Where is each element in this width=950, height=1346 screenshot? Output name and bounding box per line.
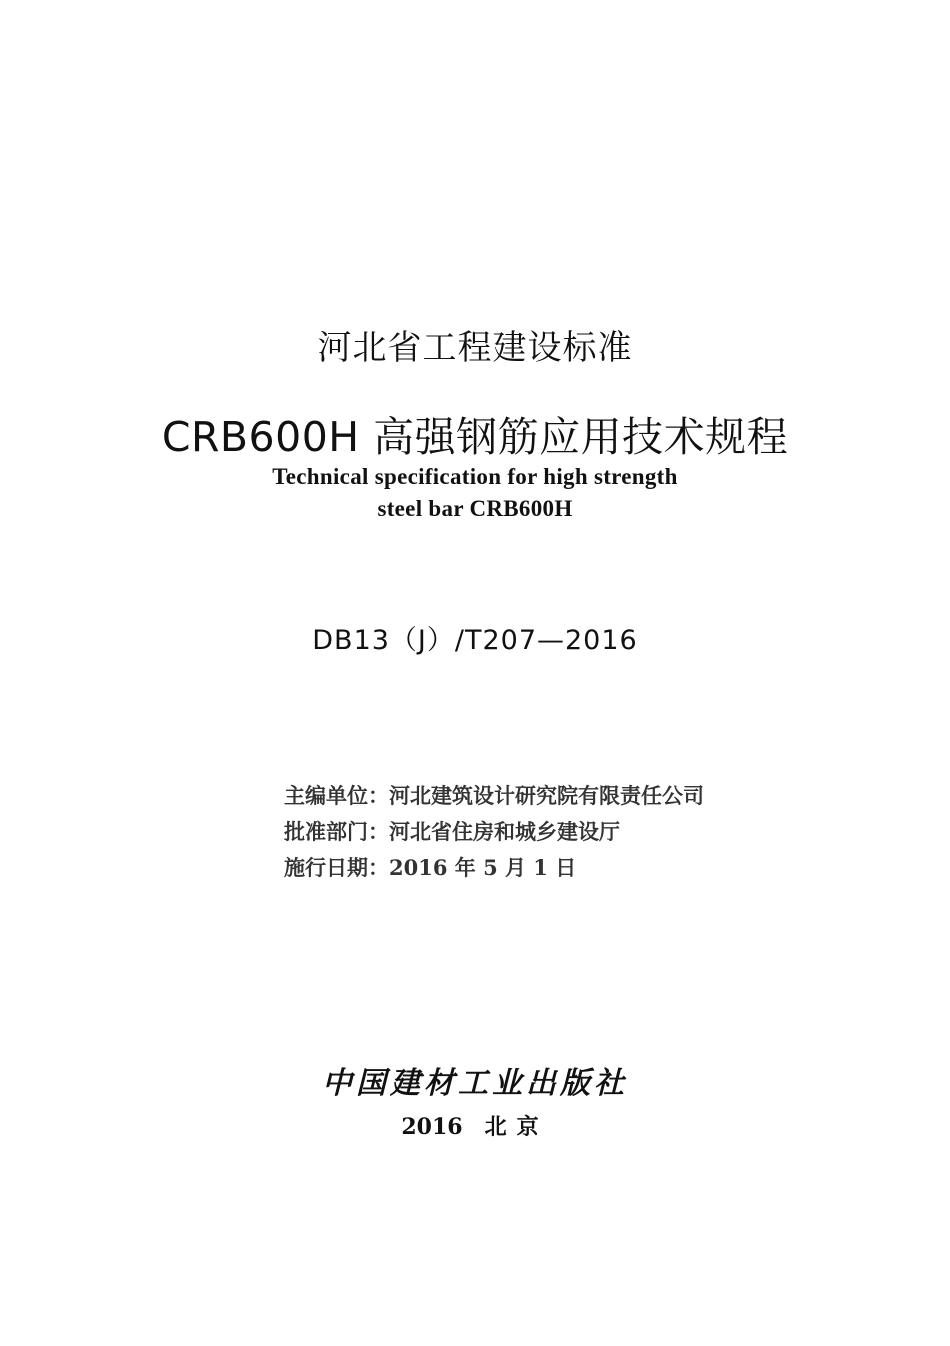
publication-line [0, 1110, 950, 1141]
approving-department: 批准部门：河北省住房和城乡建设厅 [284, 819, 620, 844]
publication-place: 北京 [484, 1114, 549, 1140]
publication-year: 2016 [401, 1114, 463, 1140]
standard-series-heading: 河北省工程建设标准 [317, 328, 633, 368]
publisher-name: 中国建材工业出版社 [322, 1066, 628, 1101]
standard-number: DB13（J）/T207—2016 [312, 625, 638, 656]
document-title-english-line-2: steel bar CRB600H [377, 496, 573, 521]
document-title-chinese: CRB600H 高强钢筋应用技术规程 [161, 413, 789, 461]
document-title-english-line-1: Technical specification for high strength [272, 464, 678, 489]
chief-editor-unit: 主编单位：河北建筑设计研究院有限责任公司 [284, 783, 704, 808]
effective-date: 施行日期：2016 年 5 月 1 日 [284, 855, 577, 880]
document-metadata [284, 778, 704, 886]
